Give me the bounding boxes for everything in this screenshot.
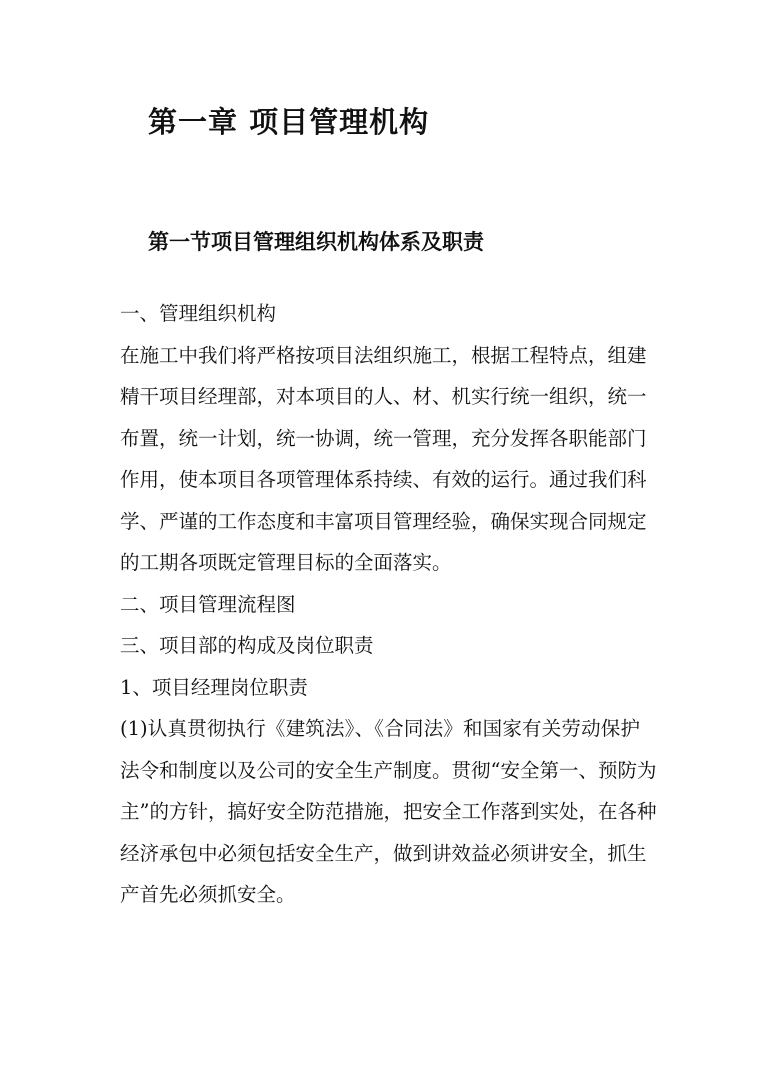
paragraph-line: 法令和制度以及公司的安全生产制度。贯彻“安全第一、预防为	[120, 758, 657, 782]
heading-department-composition: 三、项目部的构成及岗位职责	[120, 634, 374, 657]
heading-flowchart: 二、项目管理流程图	[120, 592, 296, 616]
paragraph-line: 在施工中我们将严格按项目法组织施工，根据工程特点，组建	[120, 343, 647, 367]
heading-pm-duties: 1、项目经理岗位职责	[120, 675, 308, 699]
heading-management-organization: 一、管理组织机构	[120, 302, 277, 325]
paragraph-line: 学、严谨的工作态度和丰富项目管理经验，确保实现合同规定	[120, 509, 647, 533]
paragraph-line: (1)认真贯彻执行《建筑法》、《合同法》和国家有关劳动保护	[120, 717, 640, 740]
paragraph-line: 作用，使本项目各项管理体系持续、有效的运行。通过我们科	[120, 468, 647, 491]
body-text	[120, 293, 657, 916]
section-title: 第一节项目管理组织机构体系及职责	[148, 229, 484, 254]
chapter-title: 第一章 项目管理机构	[148, 105, 430, 139]
paragraph-line: 的工期各项既定管理目标的全面落实。	[120, 551, 452, 574]
paragraph-line: 主”的方针，搞好安全防范措施，把安全工作落到实处，在各种	[120, 800, 657, 823]
paragraph-line: 精干项目经理部，对本项目的人、材、机实行统一组织，统一	[120, 385, 647, 408]
paragraph-line: 产首先必须抓安全。	[120, 883, 296, 906]
paragraph-line: 布置，统一计划，统一协调，统一管理，充分发挥各职能部门	[120, 426, 647, 450]
paragraph-line: 经济承包中必须包括安全生产，做到讲效益必须讲安全，抓生	[120, 841, 647, 865]
